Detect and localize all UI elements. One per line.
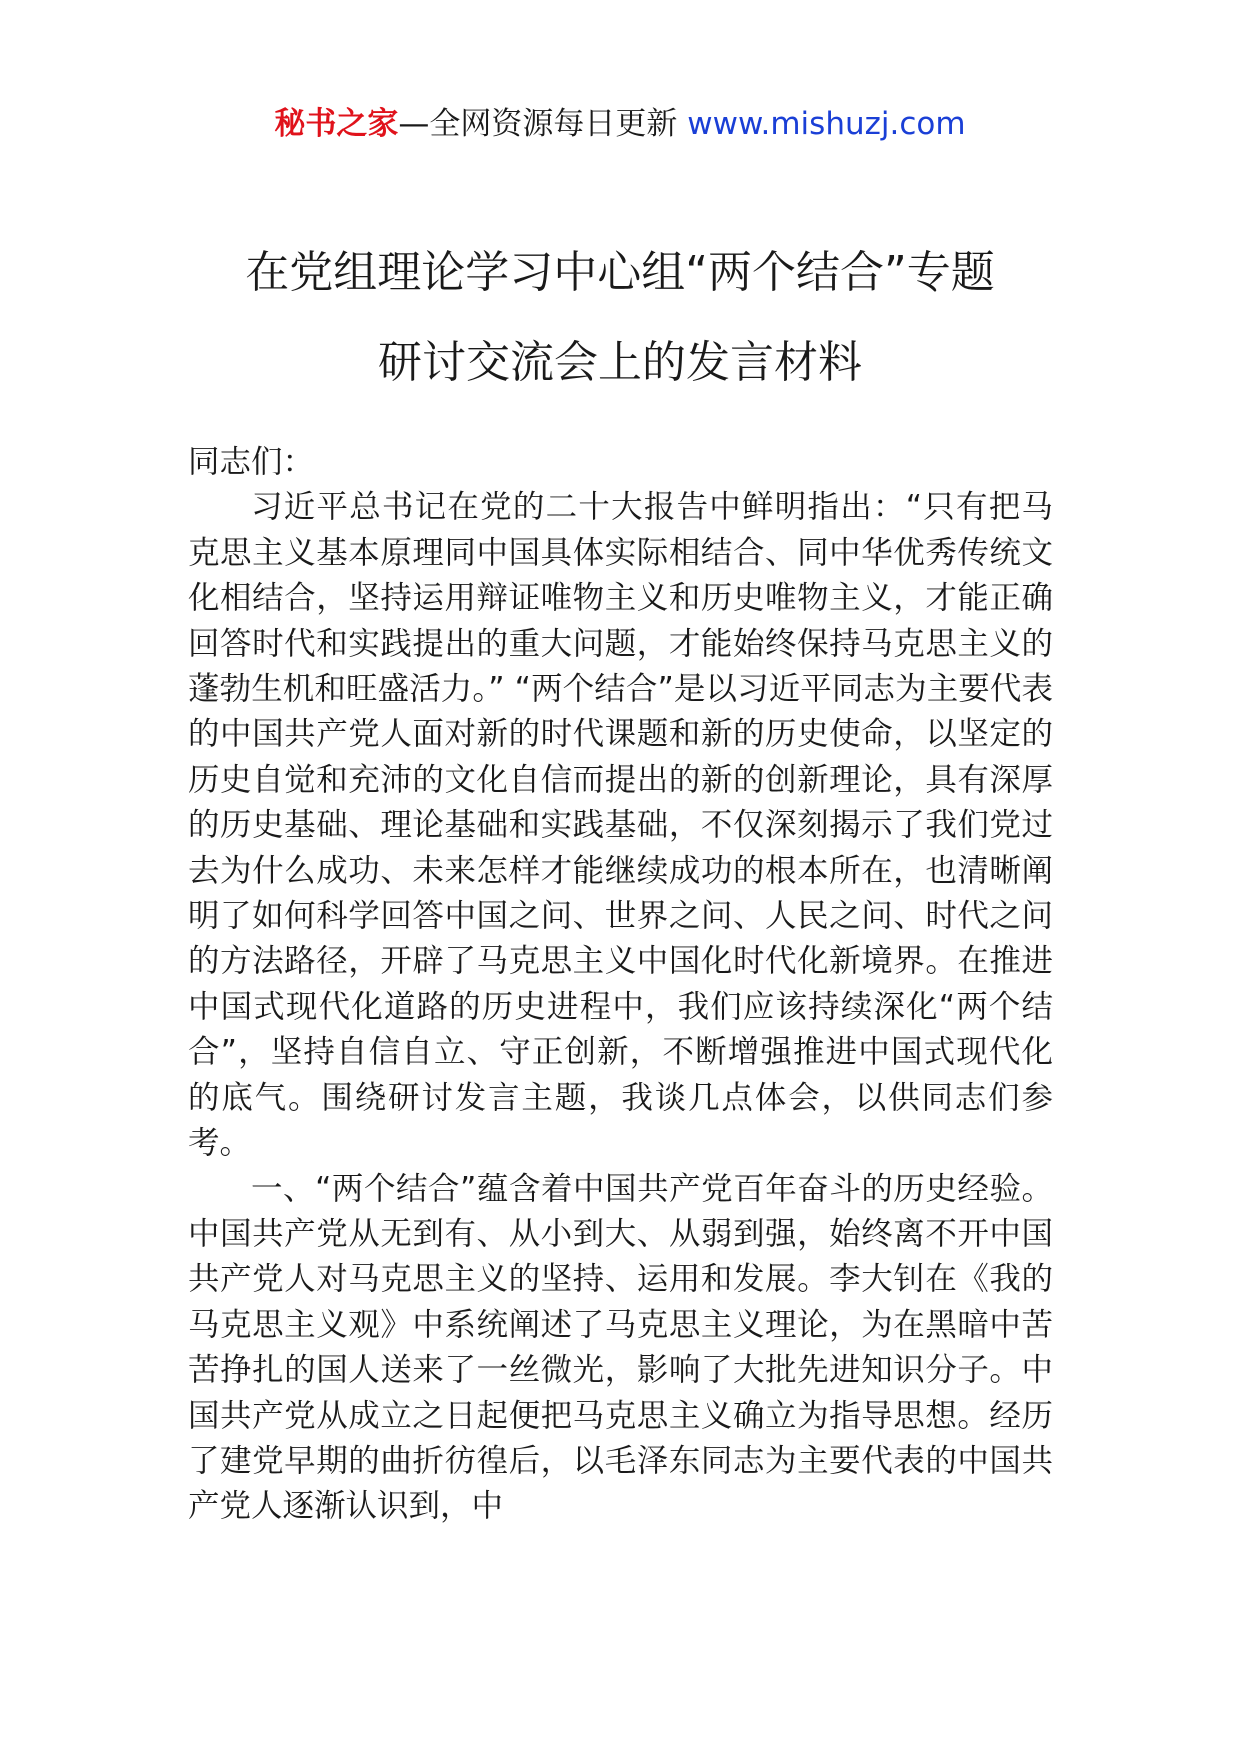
title-line-2: 研讨交流会上的发言材料	[378, 337, 862, 388]
site-url-link[interactable]: www.mishuzj.com	[687, 106, 966, 142]
salutation: 同志们：	[188, 444, 315, 480]
body-paragraph-2: 一、“两个结合”蕴含着中国共产党百年奋斗的历史经验。中国共产党从无到有、从小到大、从弱到强，始终离不开中国共产党人对马克思主义的坚持、运用和发展。李大钊在《我的马克思主义观》中系统阐述了马克思主义理论，为在黑暗中苦苦挣扎的国人送来了一丝微光，影响了大批先进知识分子。中国共产党从成立之日起便把马克思主义确立为指导思想。经历了建党早期的曲折彷徨后，以毛泽东同志为主要代表的中国共产党人逐渐认识到，中	[188, 1170, 1053, 1525]
site-brand: 秘书之家	[274, 106, 399, 142]
document-title	[0, 228, 1240, 408]
site-tagline: —全网资源每日更新	[398, 106, 688, 142]
body-paragraph-1: 习近平总书记在党的二十大报告中鲜明指出：“只有把马克思主义基本原理同中国具体实际相结合、同中华优秀传统文化相结合，坚持运用辩证唯物主义和历史唯物主义，才能正确回答时代和实践提出的重大问题，才能始终保持马克思主义的蓬勃生机和旺盛活力。” “两个结合”是以习近平同志为主要代表的中国共产党人面对新的时代课题和新的历史使命，以坚定的历史自觉和充沛的文化自信而提出的新的创新理论，具有深厚的历史基础、理论基础和实践基础，不仅深刻揭示了我们党过去为什么成功、未来怎样才能继续成功的根本所在，也清晰阐明了如何科学回答中国之问、世界之问、人民之问、时代之问的方法路径，开辟了马克思主义中国化时代化新境界。在推进中国式现代化道路的历史进程中，我们应该持续深化“两个结合”，坚持自信自立、守正创新，不断增强推进中国式现代化的底气。围绕研讨发言主题，我谈几点体会，以供同志们参考。	[188, 489, 1053, 1162]
site-header	[0, 100, 1240, 148]
document-body	[188, 440, 1053, 1530]
title-line-1: 在党组理论学习中心组“两个结合”专题	[245, 247, 995, 298]
